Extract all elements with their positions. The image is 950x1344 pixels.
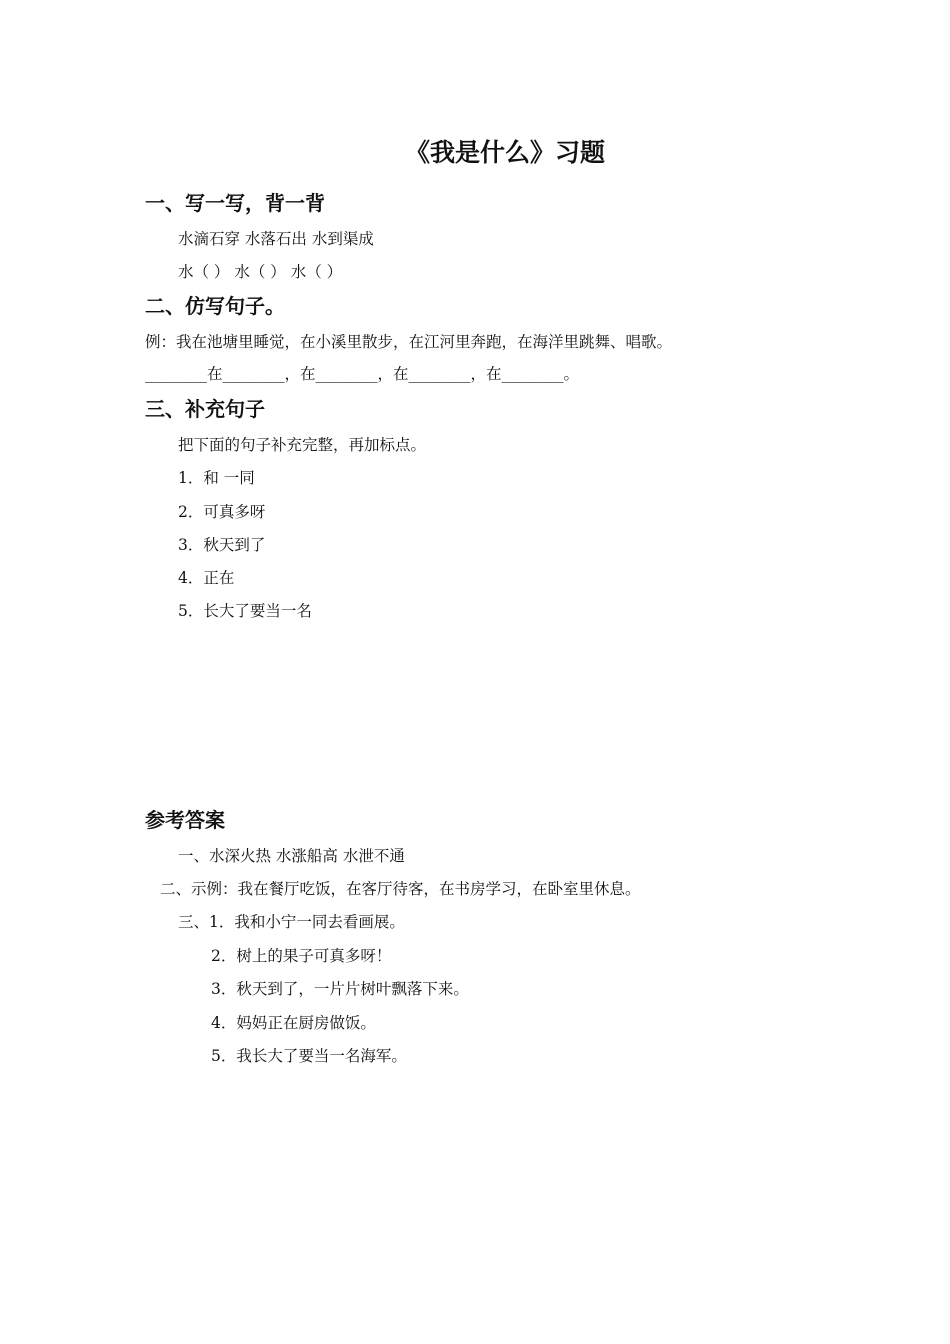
answer-3-item: 2．树上的果子可真多呀！: [211, 947, 392, 965]
section-3-heading: 三、补充句子: [145, 397, 265, 421]
section-1-heading: 一、写一写，背一背: [145, 191, 325, 215]
answer-2: 二、示例：我在餐厅吃饭，在客厅待客，在书房学习，在卧室里休息。: [160, 880, 641, 898]
answer-3-item: 4．妈妈正在厨房做饭。: [211, 1014, 376, 1032]
list-item: 3．秋天到了: [178, 536, 266, 554]
list-item: 4．正在: [178, 569, 235, 587]
idiom-blanks: 水（ ） 水（ ） 水（ ）: [178, 263, 343, 281]
list-item: 2．可真多呀: [178, 503, 266, 521]
list-item: 1．和 一同: [178, 469, 255, 487]
answer-3-item: 5．我长大了要当一名海军。: [211, 1047, 407, 1065]
page-title: 《我是什么》习题: [404, 138, 605, 167]
example-sentence: 例：我在池塘里睡觉，在小溪里散步，在江河里奔跑，在海洋里跳舞、唱歌。: [145, 333, 673, 351]
idiom-examples: 水滴石穿 水落石出 水到渠成: [178, 230, 374, 248]
section-2-heading: 二、仿写句子。: [145, 294, 285, 318]
section-3-intro: 把下面的句子补充完整，再加标点。: [178, 436, 427, 454]
answer-3-1: 三、1．我和小宁一同去看画展。: [178, 913, 405, 931]
blank-sentence: ________在________，在________，在________，在________。: [145, 365, 580, 383]
answer-1: 一、水深火热 水涨船高 水泄不通: [178, 847, 405, 865]
answer-3-item: 3．秋天到了，一片片树叶飘落下来。: [211, 980, 469, 998]
answers-heading: 参考答案: [145, 808, 225, 832]
list-item: 5．长大了要当一名: [178, 602, 312, 620]
